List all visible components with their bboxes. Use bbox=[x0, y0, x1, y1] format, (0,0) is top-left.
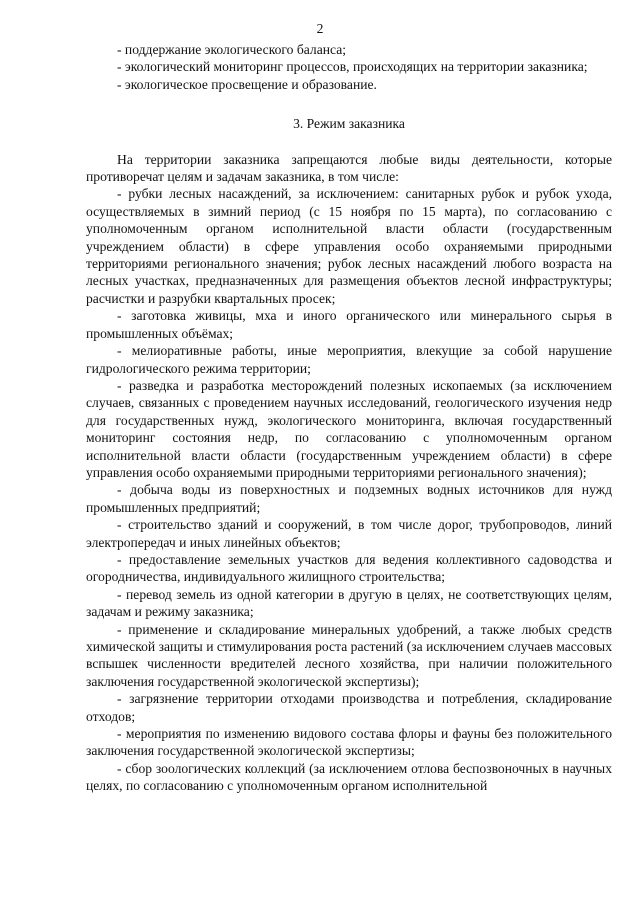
list-item: - мероприятия по изменению видового состава флоры и фауны без положительного заключения государственной экологической экспертизы; bbox=[86, 726, 612, 759]
list-item: - загрязнение территории отходами производства и потребления, складирование отходов; bbox=[86, 691, 612, 724]
intro-paragraph: На территории заказника запрещаются любые виды деятельности, которые противоречат целям и задачам заказника, в том числе: bbox=[86, 151, 612, 185]
list-item: - экологическое просвещение и образование. bbox=[117, 76, 377, 92]
section-heading: 3. Режим заказника bbox=[293, 116, 405, 132]
list-item: - поддержание экологического баланса; bbox=[117, 42, 347, 57]
list-item: - добыча воды из поверхностных и подземных водных источников для нужд промышленных предприятий; bbox=[86, 482, 612, 515]
list-item: - рубки лесных насаждений, за исключением: санитарных рубок и рубок ухода, осуществляемых в зимний период (с 15 ноября по 15 марта), по согласованию с уполномоченным органом исполнительной власти области (государственным учреждением области) в сфере управления особо охраняемыми природными территориями регионального значения; рубок лесных насаждений любого возраста на лесных участках, предназначенных для размещения объектов лесной инфраструктуры; расчистки и разрубки квартальных просек; bbox=[86, 186, 612, 306]
list-item: - мелиоративные работы, иные мероприятия, влекущие за собой нарушение гидрологического режима территории; bbox=[86, 343, 612, 376]
list-item: - экологический мониторинг процессов, происходящих на территории заказника; bbox=[117, 59, 588, 75]
page-number: 2 bbox=[316, 21, 324, 36]
list-item: - сбор зоологических коллекций (за исключением отлова беспозвоночных в научных целях, по согласованию с уполномоченным органом исполнительной bbox=[86, 760, 612, 794]
document-body bbox=[86, 41, 612, 795]
list-item: - разведка и разработка месторождений полезных ископаемых (за исключением случаев, связанных с проведением научных исследований, геологического изучения недр для государственных нужд, экологического мониторинга, включая государственный мониторинг состояния недр, по согласованию с уполномоченным органом исполнительной власти области (государственным учреждением области) в сфере управления особо охраняемыми природными территориями регионального значения); bbox=[86, 377, 612, 480]
list-item: - строительство зданий и сооружений, в том числе дорог, трубопроводов, линий электропередач и иных линейных объектов; bbox=[86, 517, 612, 550]
list-item: - перевод земель из одной категории в другую в целях, не соответствующих целям, задачам и режиму заказника; bbox=[86, 586, 612, 620]
list-item: - заготовка живицы, мха и иного органического или минерального сырья в промышленных объёмах; bbox=[86, 308, 612, 341]
list-item: - применение и складирование минеральных удобрений, а также любых средств химической защиты и стимулирования роста растений (за исключением случаев массовых вспышек численности вредителей лесного хозяйства, при наличии положительного заключения государственной экологической экспертизы); bbox=[86, 621, 612, 689]
list-item: - предоставление земельных участков для ведения коллективного садоводства и огородничества, индивидуального жилищного строительства; bbox=[86, 551, 612, 585]
